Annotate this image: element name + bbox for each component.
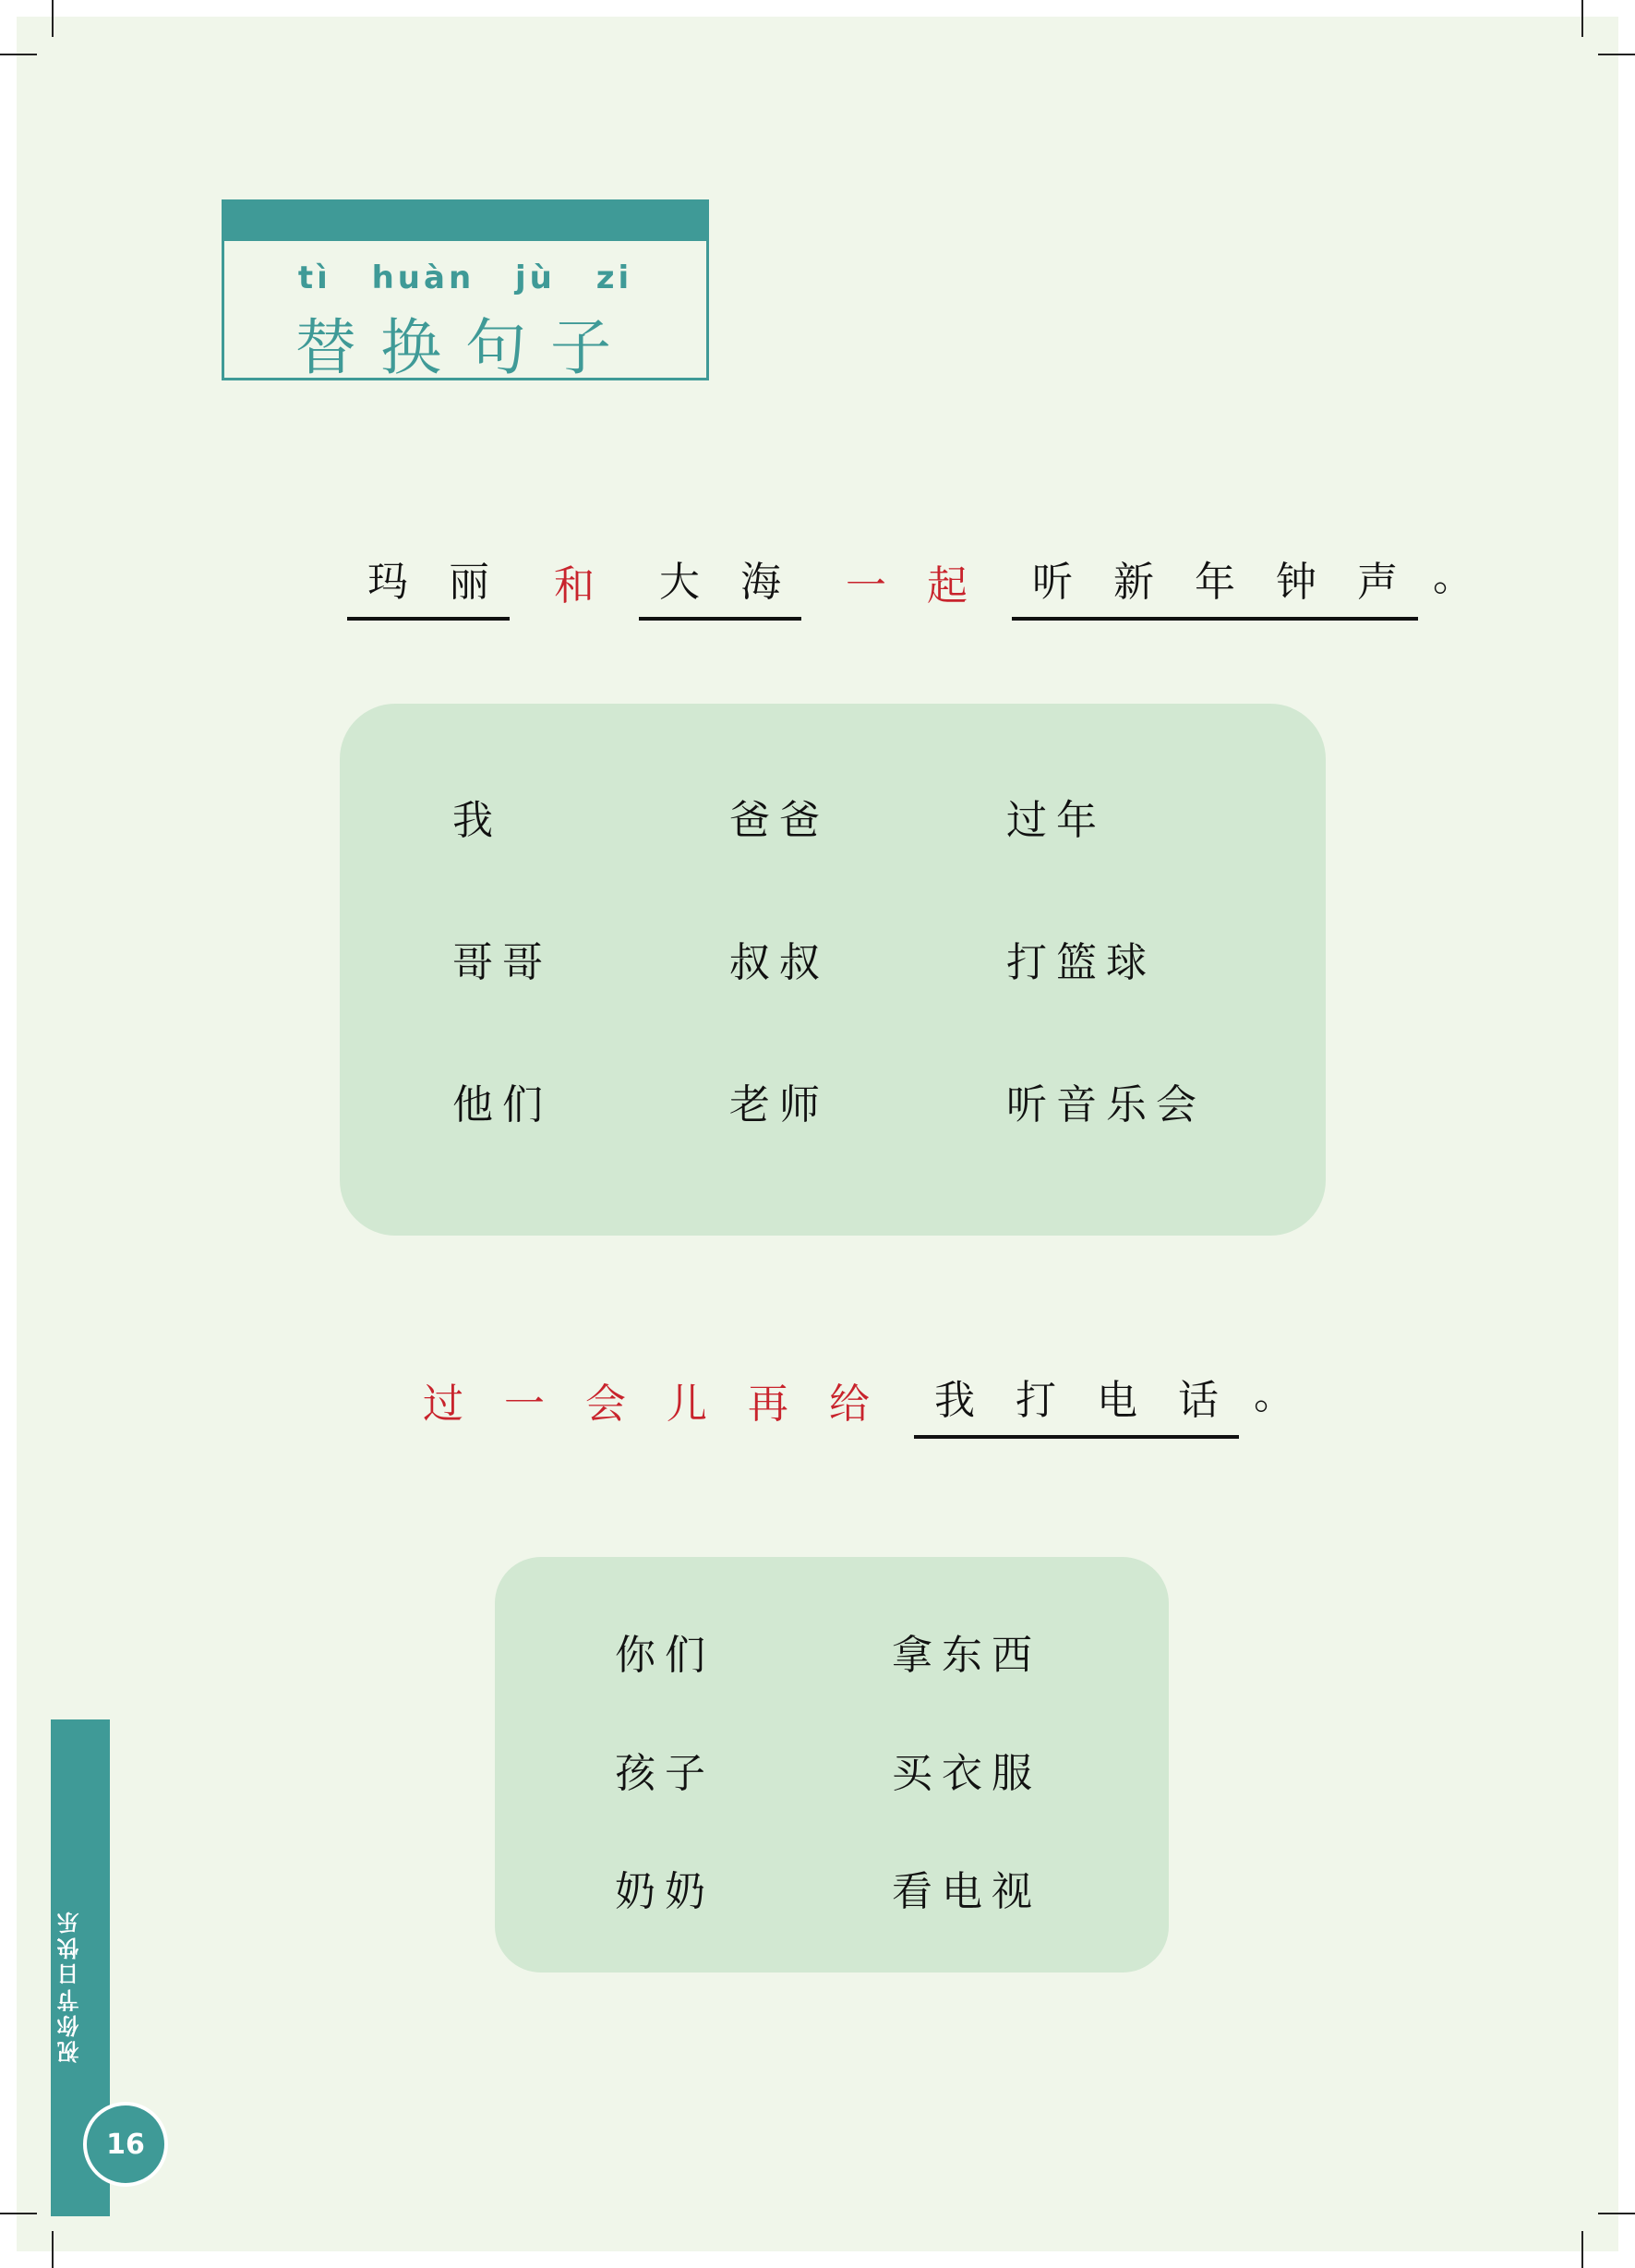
box1-item: 过年: [1006, 797, 1106, 844]
box1-item: 哥哥: [452, 939, 552, 986]
box1-item: 打篮球: [1006, 939, 1156, 986]
box1-item: 听音乐会: [1006, 1081, 1206, 1128]
page-number: 16: [83, 2102, 168, 2187]
box2-item: 看电视: [892, 1868, 1041, 1915]
substitutable-phrase: 大 海: [639, 549, 801, 621]
model-sentence-2: [403, 1361, 1294, 1439]
box2-item: 买衣服: [892, 1750, 1041, 1797]
crop-mark: [52, 2231, 54, 2268]
title-hanzi: 替换句子: [295, 312, 635, 383]
box2-item: 奶奶: [615, 1868, 715, 1915]
crop-mark: [1598, 54, 1635, 55]
sentence-period: 。: [1433, 553, 1473, 600]
box1-item: 爸爸: [729, 797, 829, 844]
fixed-phrase: 和: [554, 562, 595, 609]
crop-mark: [52, 0, 54, 37]
box1-item: 他们: [452, 1081, 552, 1128]
box1-item: 老师: [729, 1081, 829, 1128]
fixed-phrase: 一 起: [846, 562, 968, 609]
box2-item: 拿东西: [892, 1632, 1041, 1679]
title-pinyin: tì huàn jù zi: [297, 259, 633, 296]
section-title-box: [222, 199, 709, 383]
box2-item: 你们: [615, 1632, 715, 1679]
title-bar: [224, 202, 706, 241]
sentence-period: 。: [1254, 1371, 1294, 1418]
substitutable-phrase: 玛 丽: [347, 549, 510, 621]
crop-mark: [1598, 2213, 1635, 2214]
substitution-box-2: [495, 1557, 1169, 1972]
substitutable-phrase: 听 新 年 钟 声: [1012, 549, 1418, 621]
crop-mark: [0, 2213, 37, 2214]
substitutable-phrase: 我 打 电 话: [914, 1367, 1239, 1439]
fixed-phrase: 过 一 会 儿 再 给: [423, 1381, 870, 1428]
crop-mark: [1581, 0, 1583, 37]
crop-mark: [1581, 2231, 1583, 2268]
box1-item: 叔叔: [729, 939, 829, 986]
box1-item: 我: [452, 797, 502, 844]
box2-item: 孩子: [615, 1750, 715, 1797]
model-sentence-1: [347, 543, 1473, 621]
crop-mark: [0, 54, 37, 55]
chapter-title: 祝你节日快乐: [57, 1908, 83, 2063]
